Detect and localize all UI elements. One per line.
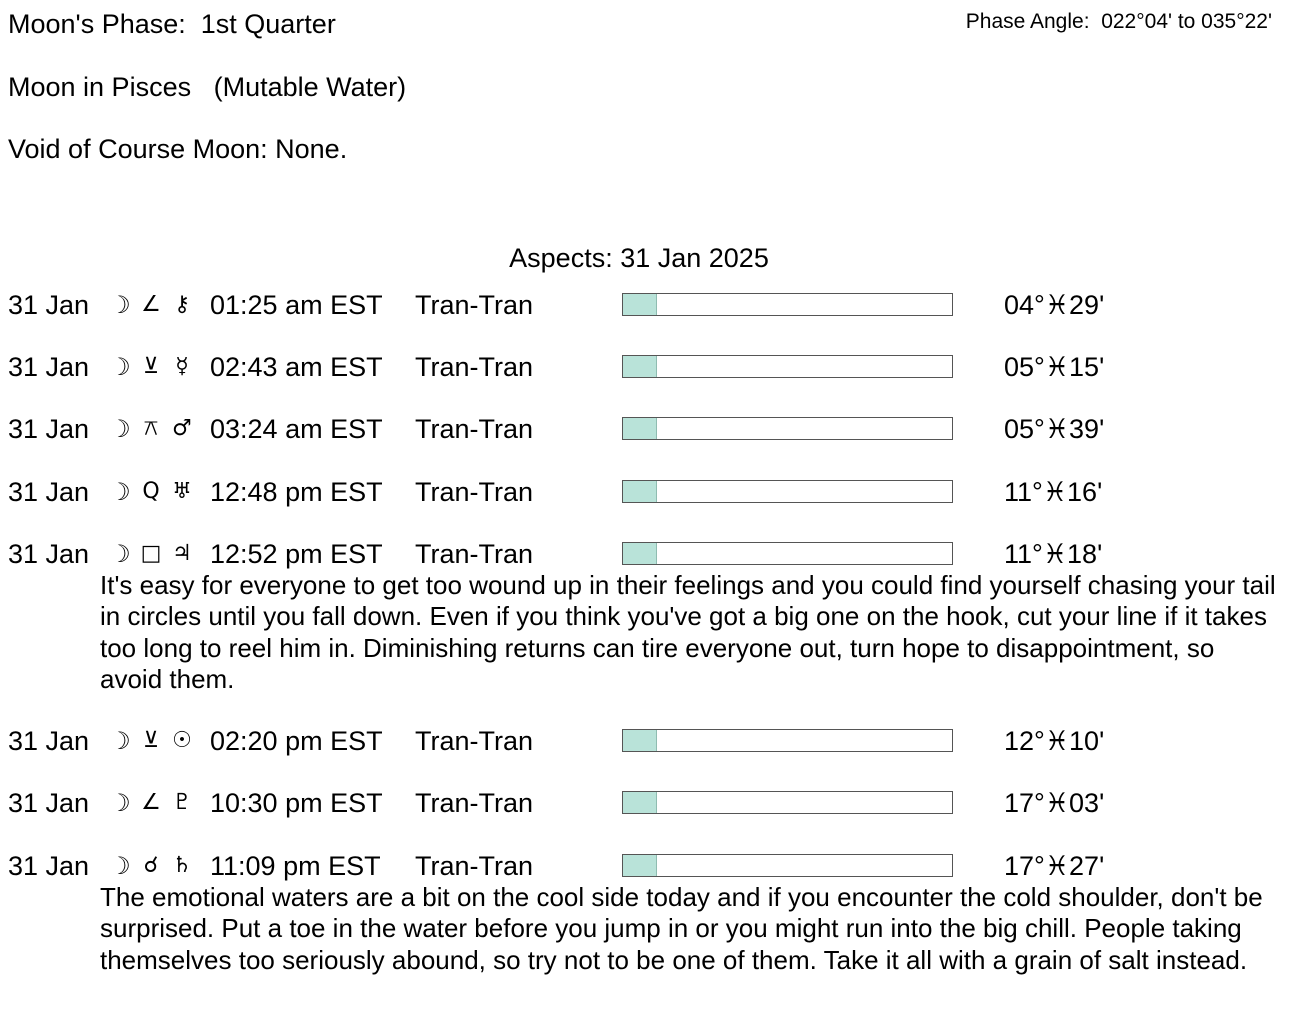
chiron-glyph-icon: ⚷ [173, 292, 191, 317]
aspect-degree: 12°♓10' [1004, 726, 1105, 756]
mars-glyph-icon: ♂ [172, 416, 192, 441]
aspect-degree: 17°♓27' [1004, 851, 1105, 881]
aspect-degree: 04°♓29' [1004, 290, 1105, 320]
aspect-date: 31 Jan [8, 477, 90, 507]
strength-bar [622, 854, 953, 877]
aspect-interpretation: The emotional waters are a bit on the cool side today and if you encounter the cold shoulder, don't be surprised. Put a toe in the water before you jump in or you might run into the big chill. People taking themselves too seriously abound, so try not to be one of them. Take it all with a grain of salt instead. [100, 882, 1263, 975]
strength-bar-fill [623, 418, 657, 439]
aspect-row [0, 536, 1304, 572]
quintile-glyph-icon: Q [142, 479, 160, 504]
strength-bar [622, 791, 953, 814]
strength-bar [622, 729, 953, 752]
aspect-row [0, 287, 1304, 323]
strength-bar-fill [623, 356, 657, 377]
aspect-row [0, 411, 1304, 447]
aspect-type: Tran-Tran [415, 477, 534, 507]
aspect-type: Tran-Tran [415, 726, 534, 756]
aspect-time: 12:48 pm EST [210, 477, 383, 507]
aspect-date: 31 Jan [8, 352, 90, 382]
aspect-interpretation: It's easy for everyone to get too wound up in their feelings and you could find yourself chasing your tail in circles until you fall down. Even if you think you've got a big one on the hook, cut your line if it takes too long to reel him in. Diminishing returns can tire everyone out, turn hope to disappointment, so avoid them. [100, 570, 1276, 694]
aspect-time: 01:25 am EST [210, 290, 383, 320]
moon-glyph-icon: ☽ [109, 540, 131, 568]
jupiter-glyph-icon: ♃ [172, 541, 192, 566]
aspect-time: 10:30 pm EST [210, 788, 383, 818]
moon-glyph-icon: ☽ [109, 789, 131, 817]
aspect-degree: 17°♓03' [1004, 788, 1105, 818]
moon-glyph-icon: ☽ [109, 727, 131, 755]
strength-bar-fill [623, 294, 657, 315]
pluto-glyph-icon: ♇ [172, 790, 192, 815]
aspect-date: 31 Jan [8, 788, 90, 818]
moon-glyph-icon: ☽ [109, 852, 131, 880]
moon-glyph-icon: ☽ [109, 478, 131, 506]
quincunx-glyph-icon: ⚻ [143, 416, 159, 441]
semisextile-glyph-icon: ⊻ [142, 354, 160, 379]
strength-bar [622, 417, 953, 440]
aspect-degree: 05°♓39' [1004, 414, 1105, 444]
aspect-degree: 05°♓15' [1004, 352, 1105, 382]
void-of-course: Void of Course Moon: None. [8, 134, 348, 164]
aspect-row [0, 723, 1304, 759]
strength-bar-fill [623, 855, 657, 876]
square-glyph-icon: □ [140, 541, 162, 566]
semisquare-glyph-icon: ∠ [141, 292, 161, 317]
aspects-title: Aspects: 31 Jan 2025 [509, 243, 769, 273]
sun-glyph-icon: ☉ [172, 728, 192, 753]
aspect-row [0, 785, 1304, 821]
aspect-row [0, 474, 1304, 510]
aspect-time: 03:24 am EST [210, 414, 383, 444]
aspect-date: 31 Jan [8, 414, 90, 444]
aspect-degree: 11°♓18' [1004, 539, 1103, 569]
uranus-glyph-icon: ♅ [172, 479, 192, 504]
strength-bar [622, 293, 953, 316]
aspect-time: 12:52 pm EST [210, 539, 383, 569]
aspect-row [0, 349, 1304, 385]
aspect-time: 11:09 pm EST [210, 851, 381, 881]
aspect-row [0, 848, 1304, 884]
phase-angle: Phase Angle: 022°04' to 035°22' [965, 10, 1272, 33]
semisextile-glyph-icon: ⊻ [142, 728, 160, 753]
strength-bar [622, 355, 953, 378]
strength-bar [622, 480, 953, 503]
aspect-degree: 11°♓16' [1004, 477, 1103, 507]
strength-bar-fill [623, 730, 657, 751]
aspect-date: 31 Jan [8, 539, 90, 569]
semisquare-glyph-icon: ∠ [141, 790, 161, 815]
conjunction-glyph-icon: ☌ [143, 853, 159, 878]
aspect-type: Tran-Tran [415, 414, 534, 444]
moon-phase: Moon's Phase: 1st Quarter [8, 9, 336, 39]
aspect-type: Tran-Tran [415, 352, 534, 382]
aspect-type: Tran-Tran [415, 851, 534, 881]
strength-bar-fill [623, 792, 657, 813]
moon-glyph-icon: ☽ [109, 291, 131, 319]
moon-glyph-icon: ☽ [109, 415, 131, 443]
aspect-type: Tran-Tran [415, 539, 534, 569]
aspect-type: Tran-Tran [415, 290, 534, 320]
aspect-type: Tran-Tran [415, 788, 534, 818]
aspect-date: 31 Jan [8, 851, 90, 881]
strength-bar-fill [623, 543, 657, 564]
aspect-time: 02:43 am EST [210, 352, 383, 382]
aspect-time: 02:20 pm EST [210, 726, 383, 756]
moon-glyph-icon: ☽ [109, 353, 131, 381]
strength-bar [622, 542, 953, 565]
aspect-date: 31 Jan [8, 290, 90, 320]
mercury-glyph-icon: ☿ [175, 354, 189, 379]
aspect-date: 31 Jan [8, 726, 90, 756]
moon-sign: Moon in Pisces (Mutable Water) [8, 72, 407, 102]
saturn-glyph-icon: ♄ [172, 853, 192, 878]
strength-bar-fill [623, 481, 657, 502]
